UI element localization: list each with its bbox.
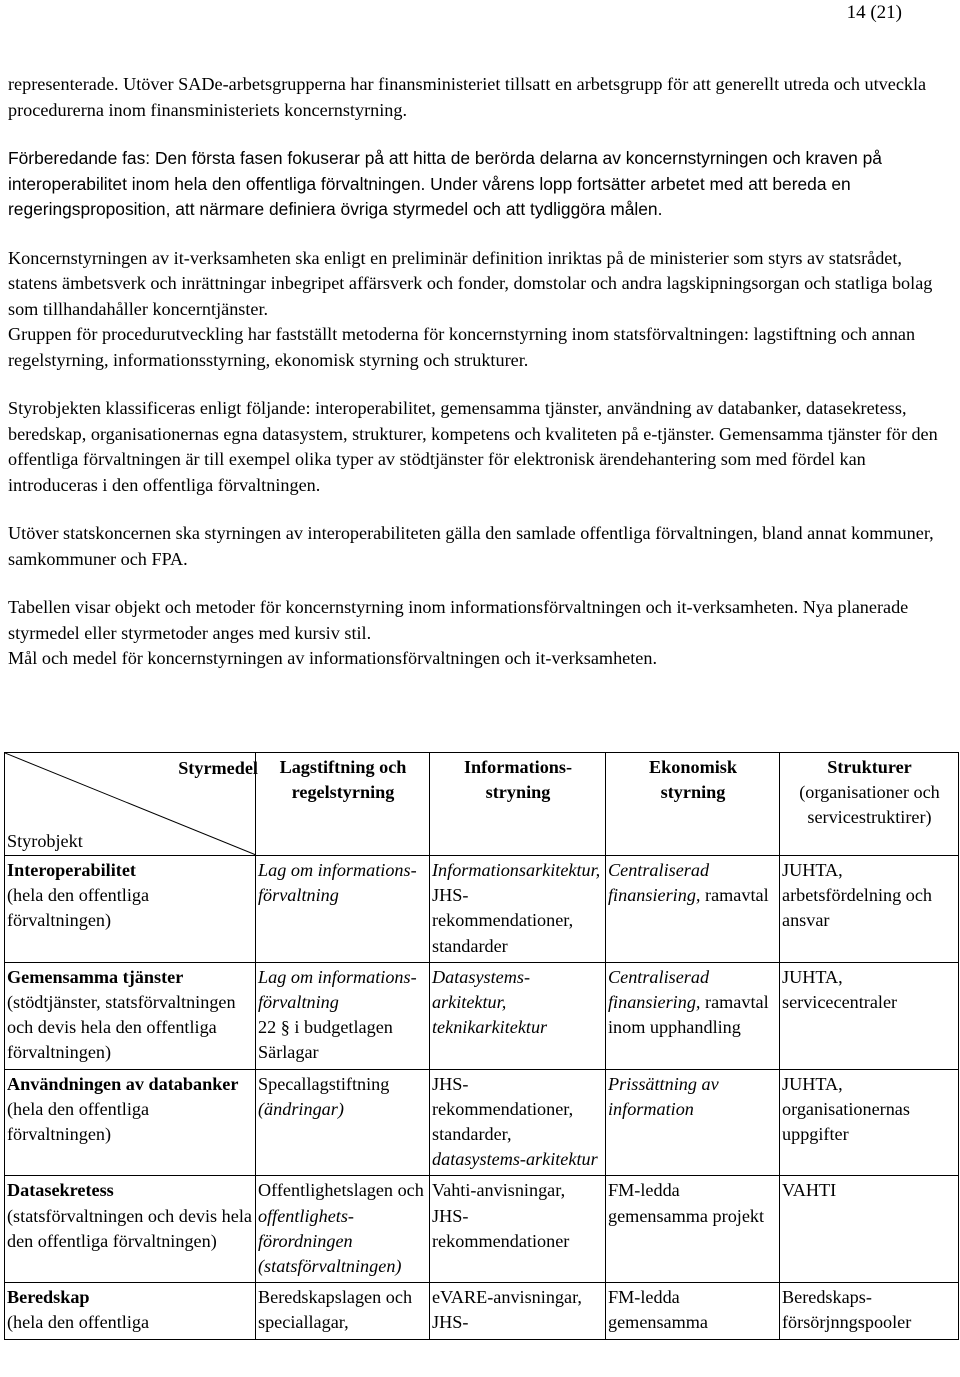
cell-lag: Lag om informations-förvaltning bbox=[256, 856, 430, 963]
header-strukturer: Strukturer (organisationer och servicestruktirer) bbox=[780, 753, 959, 856]
cell-ekon: Prissättning av information bbox=[606, 1069, 780, 1176]
paragraph: Tabellen visar objekt och metoder för koncernstyrning inom informationsförvaltningen och it-verksamheten. Nya planerade styrmedel eller styrmetoder anges med kursiv stil. bbox=[8, 597, 909, 643]
body-text bbox=[8, 72, 948, 672]
table-row bbox=[5, 1283, 959, 1339]
cell-info: Vahti-anvisningar, JHS-rekommendationer bbox=[430, 1176, 606, 1283]
header-informationsstyrning: Informations- stryning bbox=[430, 753, 606, 856]
row-object-gemensamma-tjanster: Gemensamma tjänster (stödtjänster, statsförvaltningen och devis hela den offentliga förvaltningen) bbox=[5, 962, 256, 1069]
table-row bbox=[5, 962, 959, 1069]
cell-lag: Lag om informations-förvaltning 22 § i budgetlagen Särlagar bbox=[256, 962, 430, 1069]
paragraph-preparatory-phase: Förberedande fas: Den första fasen fokuserar på att hitta de berörda delarna av koncernstyrningen och kraven på interoperabilitet inom hela den offentliga förvaltningen. Under vårens lopp fortsätter arbetet med att bereda en regeringsproposition, att närmare definiera övriga styrmedel och att tydliggöra målen. bbox=[8, 148, 882, 219]
cell-ekon: Centraliserad finansiering, ramavtal bbox=[606, 856, 780, 963]
header-lagstiftning: Lagstiftning och regelstyrning bbox=[256, 753, 430, 856]
cell-strukt: VAHTI bbox=[780, 1176, 959, 1283]
cell-info: JHS-rekommendationer, standarder, datasystems-arkitektur bbox=[430, 1069, 606, 1176]
cell-lag: Specallagstiftning (ändringar) bbox=[256, 1069, 430, 1176]
table-row bbox=[5, 856, 959, 963]
corner-cell bbox=[5, 753, 256, 856]
table-row bbox=[5, 1069, 959, 1176]
table-caption: Mål och medel för koncernstyrningen av informationsförvaltningen och it-verksamheten. bbox=[8, 648, 657, 668]
corner-label-styrobjekt: Styrobjekt bbox=[7, 830, 83, 851]
paragraph: representerade. Utöver SADe-arbetsgrupperna har finansministeriet tillsatt en arbetsgrupp för att generellt utreda och utveckla procedurerna inom finansministeriets koncernstyrning. bbox=[8, 74, 927, 120]
table-header-row bbox=[5, 753, 959, 856]
cell-ekon: FM-ledda gemensamma projekt bbox=[606, 1176, 780, 1283]
row-object-datasekretess: Datasekretess (statsförvaltningen och devis hela den offentliga förvaltningen) bbox=[5, 1176, 256, 1283]
row-object-interoperabilitet: Interoperabilitet (hela den offentliga förvaltningen) bbox=[5, 856, 256, 963]
paragraph: Styrobjekten klassificeras enligt följande: interoperabilitet, gemensamma tjänster, användning av databanker, datasekretess, beredskap, organisationernas egna datasystem, strukturer, kompetens och kvaliteten på e-tjänster. Gemensamma tjänster för den offentliga förvaltningen är till exempel olika typer av stödtjänster för elektronisk ärendehantering som med fördel kan introduceras i den offentliga förvaltningen. bbox=[8, 398, 938, 495]
row-object-beredskap: Beredskap (hela den offentliga bbox=[5, 1283, 256, 1339]
cell-lag: Beredskapslagen och speciallagar, bbox=[256, 1283, 430, 1339]
paragraph: Gruppen för procedurutveckling har fastställt metoderna för koncernstyrning inom statsförvaltningen: lagstiftning och annan regelstyrning, informationsstyrning, ekonomisk styrning och strukturer. bbox=[8, 324, 916, 370]
cell-strukt: JUHTA, arbetsfördelning och ansvar bbox=[780, 856, 959, 963]
cell-strukt: Beredskaps-försörjnngspooler bbox=[780, 1283, 959, 1339]
cell-ekon: FM-ledda gemensamma bbox=[606, 1283, 780, 1339]
table-row bbox=[5, 1176, 959, 1283]
cell-lag: Offentlighetslagen och offentlighets-förordningen (statsförvaltningen) bbox=[256, 1176, 430, 1283]
cell-ekon: Centraliserad finansiering, ramavtal inom upphandling bbox=[606, 962, 780, 1069]
cell-strukt: JUHTA, servicecentraler bbox=[780, 962, 959, 1069]
header-ekonomisk-styrning: Ekonomisk styrning bbox=[606, 753, 780, 856]
cell-strukt: JUHTA, organisationernas uppgifter bbox=[780, 1069, 959, 1176]
governance-table bbox=[4, 752, 959, 1340]
row-object-databanker: Användningen av databanker (hela den offentliga förvaltningen) bbox=[5, 1069, 256, 1176]
page-number: 14 (21) bbox=[846, 2, 902, 23]
paragraph: Utöver statskoncernen ska styrningen av interoperabiliteten gälla den samlade offentliga förvaltningen, bland annat kommuner, samkommuner och FPA. bbox=[8, 523, 934, 569]
corner-label-styrmedel: Styrmedel bbox=[178, 758, 258, 778]
cell-info: Datasystems-arkitektur, teknikarkitektur bbox=[430, 962, 606, 1069]
cell-info: eVARE-anvisningar, JHS- bbox=[430, 1283, 606, 1339]
paragraph: Koncernstyrningen av it-verksamheten ska enligt en preliminär definition inriktas på de ministerier som styrs av statsrådet, statens ämbetsverk och inrättningar inbegripet affärsverk och fonder, domstolar och andra lagskipningsorgan och statliga bolag som tillhandahåller koncerntjänster. bbox=[8, 247, 933, 319]
cell-info: Informationsarkitektur, JHS-rekommendationer, standarder bbox=[430, 856, 606, 963]
